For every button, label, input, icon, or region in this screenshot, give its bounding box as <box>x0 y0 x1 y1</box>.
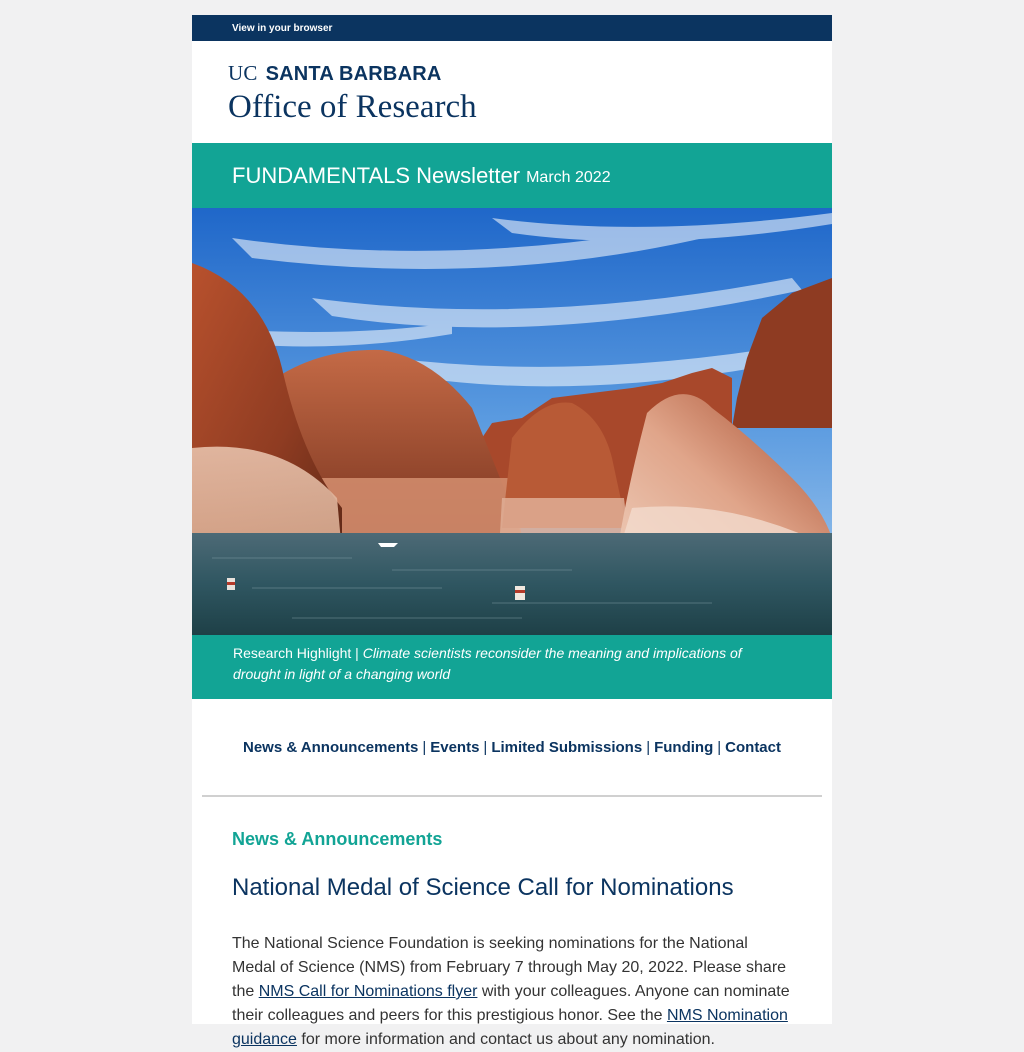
newsletter-date: March 2022 <box>526 168 611 186</box>
section-nav <box>192 699 832 795</box>
newsletter-container <box>192 15 832 1048</box>
logo-office-of-research: Office of Research <box>228 89 477 125</box>
nav-separator: | <box>422 738 427 756</box>
view-in-browser-link[interactable]: View in your browser <box>232 22 333 34</box>
hero-image[interactable] <box>192 208 832 635</box>
nav-news-link[interactable]: News & Announcements <box>243 738 419 756</box>
caption-label: Research Highlight | <box>233 645 363 661</box>
nms-flyer-link[interactable]: NMS Call for Nominations flyer <box>258 983 478 1000</box>
nav-events-link[interactable]: Events <box>430 738 480 756</box>
section-heading: News & Announcements <box>232 829 443 849</box>
caption-text: Climate scientists reconsider the meaning and implications of drought in light of a changing world <box>233 645 742 682</box>
top-bar <box>192 15 832 41</box>
newsletter-banner <box>192 143 832 208</box>
nav-separator: | <box>646 738 651 756</box>
article-body-text: with your colleagues. Anyone can nominate their colleagues and peers for this prestigious honor. See the <box>232 983 790 1024</box>
hero-caption[interactable] <box>192 635 832 699</box>
news-section <box>192 797 832 1052</box>
nms-guidance-link[interactable]: NMS Nomination guidance <box>232 1007 788 1048</box>
logo-uc-text: UC <box>228 61 258 85</box>
logo-area <box>192 41 832 143</box>
nav-separator: | <box>483 738 488 756</box>
nav-contact-link[interactable]: Contact <box>725 738 781 756</box>
article-body-text: for more information and contact us about any nomination. <box>296 1031 715 1048</box>
newsletter-title: FUNDAMENTALS Newsletter <box>232 162 521 188</box>
ucsb-logo[interactable] <box>228 61 832 86</box>
article-title: National Medal of Science Call for Nominations <box>232 874 734 901</box>
nav-separator: | <box>717 738 722 756</box>
nav-funding-link[interactable]: Funding <box>654 738 714 756</box>
canyon-lake-illustration <box>192 208 832 635</box>
logo-santa-barbara-text: SANTA BARBARA <box>265 63 442 85</box>
article-body-text: The National Science Foundation is seeking nominations for the National Medal of Science (NMS) from February 7 through May 20, 2022. Please share the <box>232 935 787 1000</box>
article-body <box>232 932 792 1052</box>
nav-limited-submissions-link[interactable]: Limited Submissions <box>491 738 643 756</box>
